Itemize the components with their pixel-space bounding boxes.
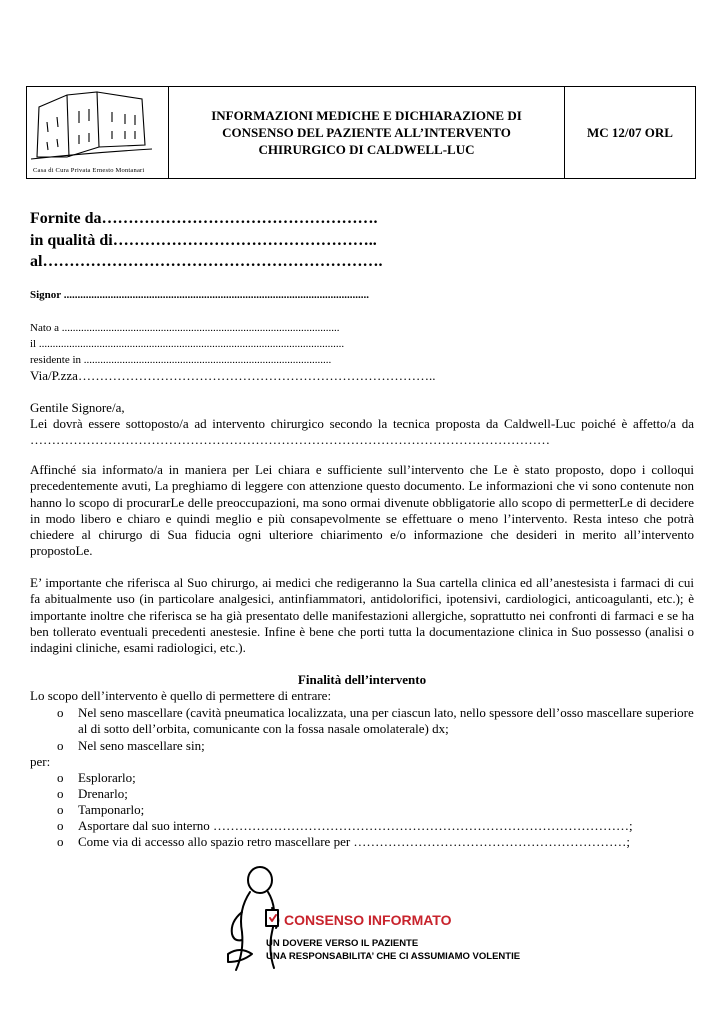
document-header <box>26 86 696 179</box>
signor-field: Signor ............................................................................................................... <box>30 289 369 301</box>
clinic-building-drawing <box>27 87 168 178</box>
bullet-marker: o <box>57 818 64 833</box>
bullet-marker: o <box>57 802 64 817</box>
consent-banner <box>220 862 520 982</box>
section-title: Finalità dell’intervento <box>297 672 427 687</box>
title-line-2: CONSENSO DEL PAZIENTE ALL’INTERVENTO <box>222 125 511 140</box>
bullet-marker: o <box>57 786 64 801</box>
birthdate-field: il ............................................................................................................... <box>30 338 345 350</box>
fornite-da-line: Fornite da……………………………………………. <box>30 210 378 227</box>
document-title <box>169 87 565 178</box>
bullet-marker: o <box>57 738 64 753</box>
clinic-logo <box>27 87 169 178</box>
paragraph-medications: E’ importante che riferisca al Suo chirurgo, ai medici che redigeranno la Sua cartella clinica ed all’anestesista i farmaci di cui fa abitualmente uso (in particolare analgesici, antinfiammatori, antidolorifici, ipotensivi, cardiologici, anticoagulanti, etc.); è importante inoltre che riferisca se ha già presentato delle manifestazioni allergiche, soprattutto nei confronti di farmaci e se ha ben tollerato eventuali precedenti anestesie. Infine è bene che porti tutta la documentazione clinica in Suo possesso (analisi o indagini cliniche, esami radiologici, etc.). <box>30 575 694 656</box>
per-item-text: Come via di accesso allo spazio retro mascellare per ………………………………………………………; <box>78 834 631 849</box>
qualita-line: in qualità di………………………………………….. <box>30 232 377 249</box>
per-item-text: Tamponarlo; <box>78 802 145 817</box>
paragraph-information: Affinché sia informato/a in maniera per Lei chiara e sufficiente sull’intervento che Le è stato proposto, dopo i colloqui precedentemente avuti, La preghiamo di leggere con attenzione questo documento. Le informazioni che vi sono contenute non hanno lo scopo di procurarLe delle preoccupazioni, ma sono ormai divenute obbligatorie allo scopo di permetterLe di decidere in modo libero e chiaro e quindi meglio e più consapevolmente se effettuare o meno l’intervento. Resta inteso che potrà chiedere al chirurgo di Sua fiducia ogni ulteriore chiarimento e/o informazione che desideri in merito all’intervento propostoLe. <box>30 462 694 559</box>
bullet-marker: o <box>57 705 64 720</box>
greeting: Gentile Signore/a, <box>30 400 125 415</box>
address-field: Via/P.zza……………………………………………………………………….. <box>30 368 436 383</box>
birthplace-field: Nato a ..................................................................................................... <box>30 322 340 334</box>
document-code: MC 12/07 ORL <box>587 124 673 140</box>
bullet-marker: o <box>57 834 64 849</box>
consent-figure-drawing <box>220 862 520 982</box>
per-label: per: <box>30 754 51 769</box>
banner-line-1: UN DOVERE VERSO IL PAZIENTE <box>266 938 419 949</box>
title-line-1: INFORMAZIONI MEDICHE E DICHIARAZIONE DI <box>211 108 522 123</box>
banner-line-2: UNA RESPONSABILITA’ CHE CI ASSUMIAMO VOLENTIERI <box>266 951 520 962</box>
banner-title: CONSENSO INFORMATO <box>284 912 452 928</box>
title-line-3: CHIRURGICO DI CALDWELL-LUC <box>258 142 475 157</box>
per-item-text: Esplorarlo; <box>78 770 136 785</box>
per-item-text: Drenarlo; <box>78 786 128 801</box>
paragraph-diagnosis: Lei dovrà essere sottoposto/a ad intervento chirurgico secondo la tecnica proposta da Caldwell-Luc poiché è affetto/a da ………………………………………………………………………………………………………… <box>30 416 694 448</box>
scope-intro: Lo scopo dell’intervento è quello di permettere di entrare: <box>30 688 332 703</box>
scope-item-text: Nel seno mascellare sin; <box>78 738 205 753</box>
residence-field: residente in .......................................................................................... <box>30 354 332 366</box>
bullet-marker: o <box>57 770 64 785</box>
scope-item-text: Nel seno mascellare (cavità pneumatica localizzata, una per ciascun lato, nello spessore dell’osso mascellare superiore al di sotto dell’orbita, comunicante con la fossa nasale omolaterale) dx; <box>78 705 694 737</box>
al-line: al………………………………………………………. <box>30 253 383 270</box>
logo-caption: Casa di Cura Privata Ernesto Montanari <box>33 167 145 174</box>
per-item-text: Asportare dal suo interno ……………………………………………………………………………………; <box>78 818 633 833</box>
